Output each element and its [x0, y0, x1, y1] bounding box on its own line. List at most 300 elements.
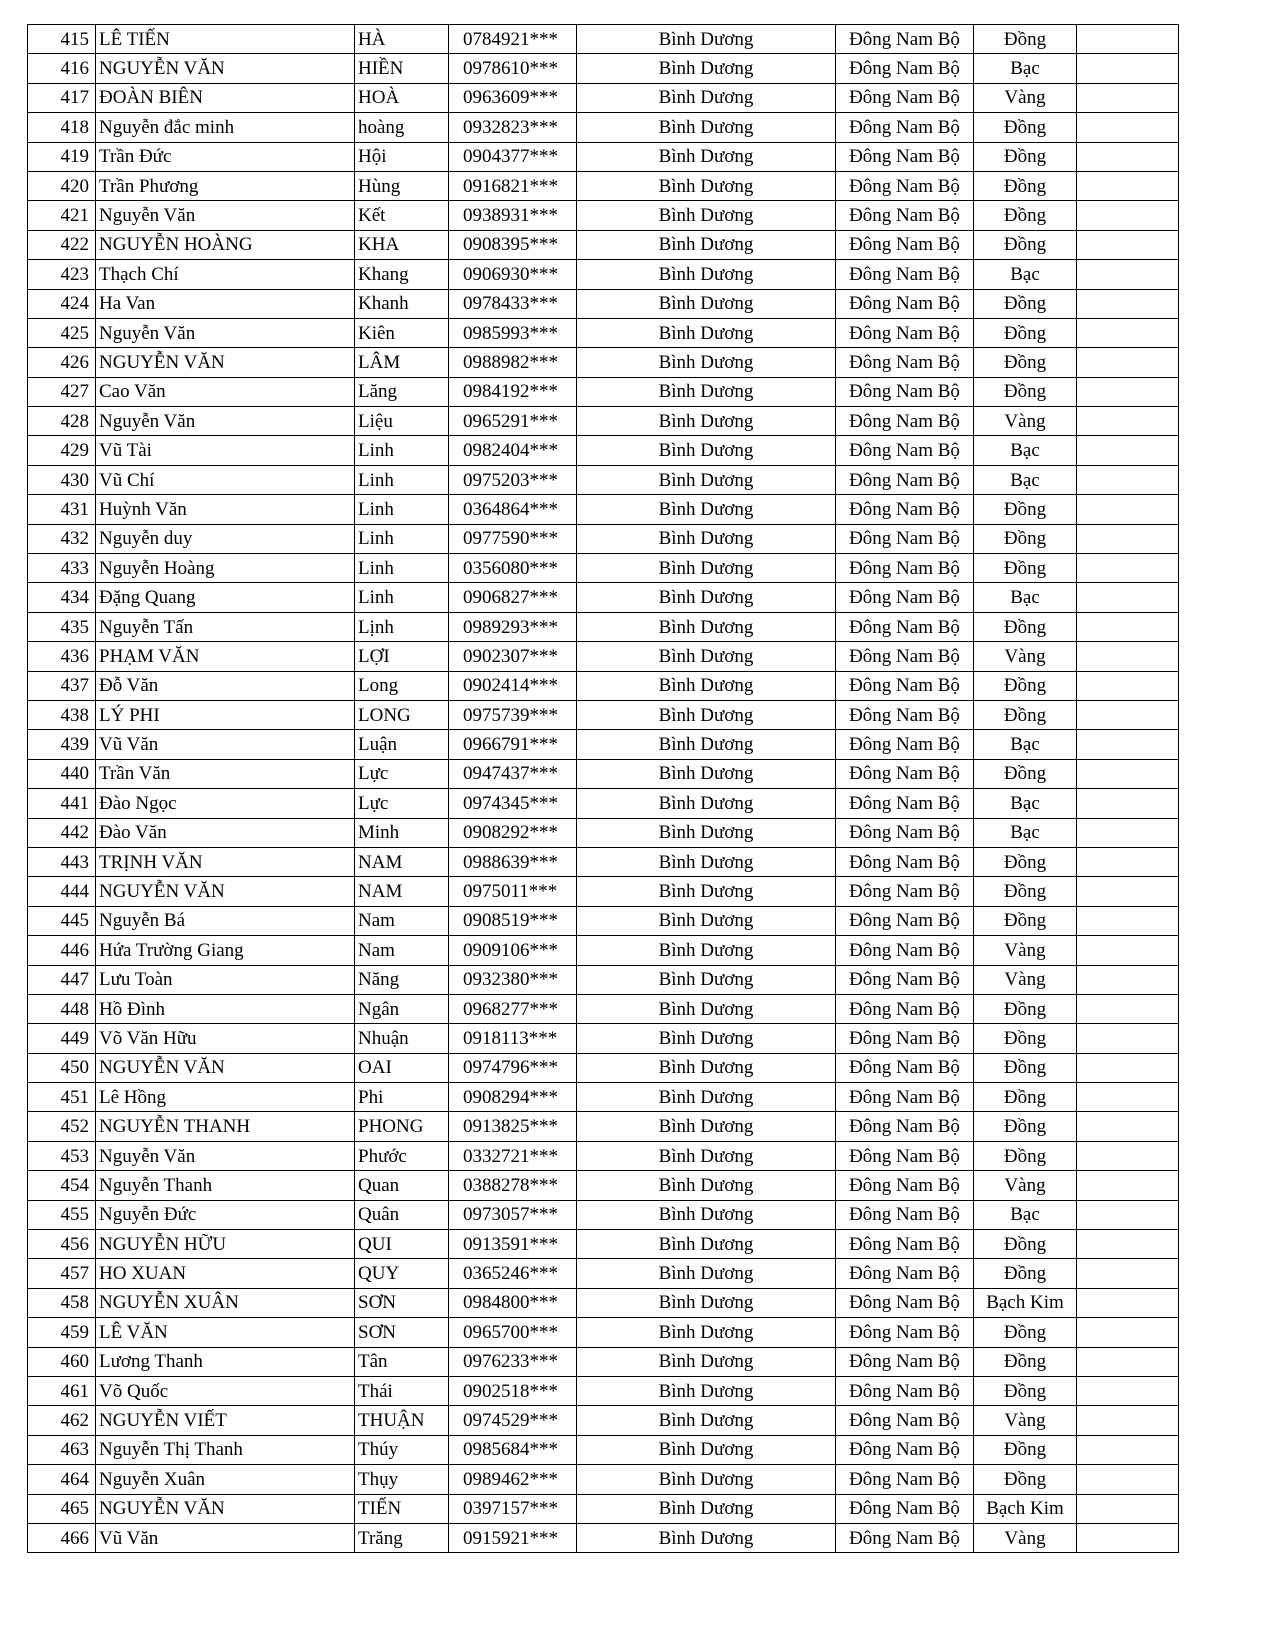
- empty-cell: [1077, 318, 1179, 347]
- empty-cell: [1077, 612, 1179, 641]
- surname-cell: NGUYỄN XUÂN: [96, 1288, 355, 1317]
- table-row: [28, 1259, 1179, 1288]
- tier-cell: Bạc: [974, 54, 1077, 83]
- region-cell: Đông Nam Bộ: [836, 554, 974, 583]
- given-name-cell: Linh: [355, 436, 449, 465]
- province-cell: Bình Dương: [577, 230, 836, 259]
- empty-cell: [1077, 877, 1179, 906]
- given-name-cell: LỢI: [355, 642, 449, 671]
- surname-cell: LÝ PHI: [96, 700, 355, 729]
- given-name-cell: Thái: [355, 1376, 449, 1405]
- given-name-cell: Kết: [355, 201, 449, 230]
- tier-cell: Bạc: [974, 465, 1077, 494]
- province-cell: Bình Dương: [577, 377, 836, 406]
- row-number-cell: 455: [28, 1200, 96, 1229]
- table-row: [28, 789, 1179, 818]
- table-row: [28, 318, 1179, 347]
- row-number-cell: 453: [28, 1141, 96, 1170]
- phone-cell: 0332721***: [449, 1141, 577, 1170]
- region-cell: Đông Nam Bộ: [836, 201, 974, 230]
- region-cell: Đông Nam Bộ: [836, 1141, 974, 1170]
- empty-cell: [1077, 436, 1179, 465]
- province-cell: Bình Dương: [577, 465, 836, 494]
- tier-cell: Đồng: [974, 201, 1077, 230]
- empty-cell: [1077, 230, 1179, 259]
- row-number-cell: 451: [28, 1083, 96, 1112]
- region-cell: Đông Nam Bộ: [836, 260, 974, 289]
- given-name-cell: Linh: [355, 495, 449, 524]
- table-row: [28, 230, 1179, 259]
- phone-cell: 0975203***: [449, 465, 577, 494]
- province-cell: Bình Dương: [577, 671, 836, 700]
- surname-cell: Nguyễn Bá: [96, 906, 355, 935]
- region-cell: Đông Nam Bộ: [836, 671, 974, 700]
- given-name-cell: HOÀ: [355, 83, 449, 112]
- empty-cell: [1077, 730, 1179, 759]
- given-name-cell: Ngân: [355, 994, 449, 1023]
- given-name-cell: LÂM: [355, 348, 449, 377]
- region-cell: Đông Nam Bộ: [836, 318, 974, 347]
- empty-cell: [1077, 1318, 1179, 1347]
- empty-cell: [1077, 700, 1179, 729]
- surname-cell: Nguyễn đắc minh: [96, 113, 355, 142]
- given-name-cell: TIẾN: [355, 1494, 449, 1523]
- table-row: [28, 54, 1179, 83]
- province-cell: Bình Dương: [577, 759, 836, 788]
- given-name-cell: Quan: [355, 1171, 449, 1200]
- phone-cell: 0978433***: [449, 289, 577, 318]
- given-name-cell: Quân: [355, 1200, 449, 1229]
- tier-cell: Vàng: [974, 1523, 1077, 1552]
- province-cell: Bình Dương: [577, 1200, 836, 1229]
- tier-cell: Vàng: [974, 83, 1077, 112]
- table-row: [28, 289, 1179, 318]
- empty-cell: [1077, 1171, 1179, 1200]
- region-cell: Đông Nam Bộ: [836, 847, 974, 876]
- region-cell: Đông Nam Bộ: [836, 1494, 974, 1523]
- phone-cell: 0968277***: [449, 994, 577, 1023]
- table-row: [28, 1171, 1179, 1200]
- tier-cell: Đồng: [974, 994, 1077, 1023]
- given-name-cell: Khanh: [355, 289, 449, 318]
- table-row: [28, 1523, 1179, 1552]
- phone-cell: 0984800***: [449, 1288, 577, 1317]
- given-name-cell: QUY: [355, 1259, 449, 1288]
- surname-cell: Ha Van: [96, 289, 355, 318]
- province-cell: Bình Dương: [577, 436, 836, 465]
- surname-cell: Đào Văn: [96, 818, 355, 847]
- empty-cell: [1077, 524, 1179, 553]
- tier-cell: Bạc: [974, 260, 1077, 289]
- tier-cell: Đồng: [974, 1024, 1077, 1053]
- surname-cell: NGUYỄN VĂN: [96, 348, 355, 377]
- phone-cell: 0974796***: [449, 1053, 577, 1082]
- given-name-cell: Liệu: [355, 407, 449, 436]
- phone-cell: 0974529***: [449, 1406, 577, 1435]
- region-cell: Đông Nam Bộ: [836, 495, 974, 524]
- province-cell: Bình Dương: [577, 965, 836, 994]
- row-number-cell: 416: [28, 54, 96, 83]
- region-cell: Đông Nam Bộ: [836, 348, 974, 377]
- region-cell: Đông Nam Bộ: [836, 113, 974, 142]
- table-row: [28, 877, 1179, 906]
- row-number-cell: 443: [28, 847, 96, 876]
- province-cell: Bình Dương: [577, 1406, 836, 1435]
- phone-cell: 0902414***: [449, 671, 577, 700]
- phone-cell: 0902307***: [449, 642, 577, 671]
- row-number-cell: 447: [28, 965, 96, 994]
- province-cell: Bình Dương: [577, 1465, 836, 1494]
- empty-cell: [1077, 171, 1179, 200]
- province-cell: Bình Dương: [577, 1318, 836, 1347]
- tier-cell: Đồng: [974, 1259, 1077, 1288]
- table-row: [28, 1083, 1179, 1112]
- province-cell: Bình Dương: [577, 1259, 836, 1288]
- given-name-cell: Nam: [355, 906, 449, 935]
- empty-cell: [1077, 289, 1179, 318]
- table-row: [28, 1288, 1179, 1317]
- province-cell: Bình Dương: [577, 260, 836, 289]
- table-row: [28, 1435, 1179, 1464]
- given-name-cell: Nhuận: [355, 1024, 449, 1053]
- phone-cell: 0975011***: [449, 877, 577, 906]
- row-number-cell: 423: [28, 260, 96, 289]
- region-cell: Đông Nam Bộ: [836, 25, 974, 54]
- table-row: [28, 818, 1179, 847]
- empty-cell: [1077, 759, 1179, 788]
- given-name-cell: NAM: [355, 847, 449, 876]
- province-cell: Bình Dương: [577, 407, 836, 436]
- surname-cell: Võ Văn Hữu: [96, 1024, 355, 1053]
- table-row: [28, 495, 1179, 524]
- phone-cell: 0913825***: [449, 1112, 577, 1141]
- province-cell: Bình Dương: [577, 994, 836, 1023]
- province-cell: Bình Dương: [577, 583, 836, 612]
- surname-cell: NGUYỄN HỮU: [96, 1230, 355, 1259]
- surname-cell: Nguyễn Văn: [96, 201, 355, 230]
- row-number-cell: 445: [28, 906, 96, 935]
- phone-cell: 0988982***: [449, 348, 577, 377]
- row-number-cell: 454: [28, 1171, 96, 1200]
- province-cell: Bình Dương: [577, 113, 836, 142]
- phone-cell: 0932823***: [449, 113, 577, 142]
- given-name-cell: Trăng: [355, 1523, 449, 1552]
- given-name-cell: Lực: [355, 789, 449, 818]
- phone-cell: 0915921***: [449, 1523, 577, 1552]
- phone-cell: 0977590***: [449, 524, 577, 553]
- row-number-cell: 452: [28, 1112, 96, 1141]
- phone-cell: 0984192***: [449, 377, 577, 406]
- province-cell: Bình Dương: [577, 142, 836, 171]
- tier-cell: Đồng: [974, 1230, 1077, 1259]
- province-cell: Bình Dương: [577, 847, 836, 876]
- province-cell: Bình Dương: [577, 289, 836, 318]
- given-name-cell: Hùng: [355, 171, 449, 200]
- member-table: [27, 24, 1179, 1553]
- table-row: [28, 201, 1179, 230]
- row-number-cell: 441: [28, 789, 96, 818]
- row-number-cell: 444: [28, 877, 96, 906]
- row-number-cell: 464: [28, 1465, 96, 1494]
- row-number-cell: 459: [28, 1318, 96, 1347]
- table-row: [28, 377, 1179, 406]
- phone-cell: 0918113***: [449, 1024, 577, 1053]
- surname-cell: Nguyễn Văn: [96, 318, 355, 347]
- province-cell: Bình Dương: [577, 1376, 836, 1405]
- given-name-cell: Linh: [355, 465, 449, 494]
- tier-cell: Đồng: [974, 1347, 1077, 1376]
- given-name-cell: Lực: [355, 759, 449, 788]
- empty-cell: [1077, 260, 1179, 289]
- region-cell: Đông Nam Bộ: [836, 289, 974, 318]
- row-number-cell: 436: [28, 642, 96, 671]
- row-number-cell: 437: [28, 671, 96, 700]
- tier-cell: Bạch Kim: [974, 1288, 1077, 1317]
- given-name-cell: Linh: [355, 554, 449, 583]
- table-row: [28, 1347, 1179, 1376]
- table-row: [28, 642, 1179, 671]
- row-number-cell: 418: [28, 113, 96, 142]
- given-name-cell: NAM: [355, 877, 449, 906]
- phone-cell: 0989462***: [449, 1465, 577, 1494]
- given-name-cell: SƠN: [355, 1288, 449, 1317]
- row-number-cell: 432: [28, 524, 96, 553]
- row-number-cell: 446: [28, 936, 96, 965]
- region-cell: Đông Nam Bộ: [836, 1465, 974, 1494]
- table-row: [28, 730, 1179, 759]
- phone-cell: 0988639***: [449, 847, 577, 876]
- tier-cell: Vàng: [974, 965, 1077, 994]
- phone-cell: 0932380***: [449, 965, 577, 994]
- surname-cell: NGUYỄN VĂN: [96, 1494, 355, 1523]
- tier-cell: Đồng: [974, 142, 1077, 171]
- table-row: [28, 260, 1179, 289]
- region-cell: Đông Nam Bộ: [836, 1376, 974, 1405]
- region-cell: Đông Nam Bộ: [836, 1024, 974, 1053]
- table-row: [28, 524, 1179, 553]
- tier-cell: Đồng: [974, 113, 1077, 142]
- province-cell: Bình Dương: [577, 318, 836, 347]
- region-cell: Đông Nam Bộ: [836, 1112, 974, 1141]
- surname-cell: NGUYỄN HOÀNG: [96, 230, 355, 259]
- region-cell: Đông Nam Bộ: [836, 994, 974, 1023]
- phone-cell: 0902518***: [449, 1376, 577, 1405]
- region-cell: Đông Nam Bộ: [836, 730, 974, 759]
- phone-cell: 0388278***: [449, 1171, 577, 1200]
- table-row: [28, 1141, 1179, 1170]
- phone-cell: 0976233***: [449, 1347, 577, 1376]
- empty-cell: [1077, 1288, 1179, 1317]
- given-name-cell: Kiên: [355, 318, 449, 347]
- tier-cell: Đồng: [974, 906, 1077, 935]
- region-cell: Đông Nam Bộ: [836, 1435, 974, 1464]
- empty-cell: [1077, 583, 1179, 612]
- phone-cell: 0356080***: [449, 554, 577, 583]
- table-row: [28, 1053, 1179, 1082]
- row-number-cell: 427: [28, 377, 96, 406]
- province-cell: Bình Dương: [577, 171, 836, 200]
- tier-cell: Vàng: [974, 936, 1077, 965]
- surname-cell: NGUYỄN VĂN: [96, 1053, 355, 1082]
- phone-cell: 0973057***: [449, 1200, 577, 1229]
- phone-cell: 0985684***: [449, 1435, 577, 1464]
- tier-cell: Đồng: [974, 230, 1077, 259]
- given-name-cell: Luận: [355, 730, 449, 759]
- tier-cell: Đồng: [974, 671, 1077, 700]
- given-name-cell: PHONG: [355, 1112, 449, 1141]
- surname-cell: Hồ Đình: [96, 994, 355, 1023]
- empty-cell: [1077, 965, 1179, 994]
- phone-cell: 0909106***: [449, 936, 577, 965]
- province-cell: Bình Dương: [577, 1053, 836, 1082]
- empty-cell: [1077, 201, 1179, 230]
- table-row: [28, 1465, 1179, 1494]
- row-number-cell: 450: [28, 1053, 96, 1082]
- table-row: [28, 1376, 1179, 1405]
- empty-cell: [1077, 1406, 1179, 1435]
- table-row: [28, 25, 1179, 54]
- empty-cell: [1077, 348, 1179, 377]
- empty-cell: [1077, 83, 1179, 112]
- tier-cell: Đồng: [974, 554, 1077, 583]
- empty-cell: [1077, 1347, 1179, 1376]
- row-number-cell: 457: [28, 1259, 96, 1288]
- surname-cell: Lương Thanh: [96, 1347, 355, 1376]
- tier-cell: Đồng: [974, 25, 1077, 54]
- empty-cell: [1077, 847, 1179, 876]
- empty-cell: [1077, 142, 1179, 171]
- table-body: [28, 25, 1179, 1553]
- region-cell: Đông Nam Bộ: [836, 1406, 974, 1435]
- row-number-cell: 425: [28, 318, 96, 347]
- given-name-cell: Hội: [355, 142, 449, 171]
- empty-cell: [1077, 407, 1179, 436]
- table-row: [28, 436, 1179, 465]
- surname-cell: TRỊNH VĂN: [96, 847, 355, 876]
- tier-cell: Bạc: [974, 818, 1077, 847]
- province-cell: Bình Dương: [577, 877, 836, 906]
- tier-cell: Bạc: [974, 730, 1077, 759]
- province-cell: Bình Dương: [577, 789, 836, 818]
- region-cell: Đông Nam Bộ: [836, 1230, 974, 1259]
- province-cell: Bình Dương: [577, 83, 836, 112]
- region-cell: Đông Nam Bộ: [836, 83, 974, 112]
- surname-cell: LÊ VĂN: [96, 1318, 355, 1347]
- phone-cell: 0784921***: [449, 25, 577, 54]
- row-number-cell: 448: [28, 994, 96, 1023]
- surname-cell: NGUYỄN VĂN: [96, 877, 355, 906]
- province-cell: Bình Dương: [577, 524, 836, 553]
- tier-cell: Đồng: [974, 171, 1077, 200]
- table-row: [28, 612, 1179, 641]
- province-cell: Bình Dương: [577, 1494, 836, 1523]
- empty-cell: [1077, 906, 1179, 935]
- tier-cell: Bạc: [974, 1200, 1077, 1229]
- table-row: [28, 994, 1179, 1023]
- tier-cell: Đồng: [974, 348, 1077, 377]
- surname-cell: Nguyễn Xuân: [96, 1465, 355, 1494]
- tier-cell: Đồng: [974, 1053, 1077, 1082]
- empty-cell: [1077, 1024, 1179, 1053]
- row-number-cell: 422: [28, 230, 96, 259]
- region-cell: Đông Nam Bộ: [836, 230, 974, 259]
- empty-cell: [1077, 25, 1179, 54]
- row-number-cell: 424: [28, 289, 96, 318]
- phone-cell: 0989293***: [449, 612, 577, 641]
- empty-cell: [1077, 495, 1179, 524]
- surname-cell: Nguyễn Văn: [96, 407, 355, 436]
- province-cell: Bình Dương: [577, 818, 836, 847]
- phone-cell: 0365246***: [449, 1259, 577, 1288]
- tier-cell: Đồng: [974, 1435, 1077, 1464]
- surname-cell: LÊ TIẾN: [96, 25, 355, 54]
- tier-cell: Đồng: [974, 1112, 1077, 1141]
- empty-cell: [1077, 1230, 1179, 1259]
- phone-cell: 0904377***: [449, 142, 577, 171]
- table-row: [28, 965, 1179, 994]
- given-name-cell: Tân: [355, 1347, 449, 1376]
- province-cell: Bình Dương: [577, 1435, 836, 1464]
- phone-cell: 0938931***: [449, 201, 577, 230]
- surname-cell: Đặng Quang: [96, 583, 355, 612]
- region-cell: Đông Nam Bộ: [836, 1318, 974, 1347]
- empty-cell: [1077, 1259, 1179, 1288]
- tier-cell: Vàng: [974, 642, 1077, 671]
- phone-cell: 0908294***: [449, 1083, 577, 1112]
- province-cell: Bình Dương: [577, 1171, 836, 1200]
- surname-cell: NGUYỄN VIẾT: [96, 1406, 355, 1435]
- surname-cell: Trần Văn: [96, 759, 355, 788]
- surname-cell: NGUYỄN THANH: [96, 1112, 355, 1141]
- table-row: [28, 700, 1179, 729]
- surname-cell: Nguyễn Đức: [96, 1200, 355, 1229]
- phone-cell: 0985993***: [449, 318, 577, 347]
- given-name-cell: KHA: [355, 230, 449, 259]
- phone-cell: 0906827***: [449, 583, 577, 612]
- given-name-cell: Minh: [355, 818, 449, 847]
- tier-cell: Bạc: [974, 583, 1077, 612]
- row-number-cell: 439: [28, 730, 96, 759]
- region-cell: Đông Nam Bộ: [836, 642, 974, 671]
- empty-cell: [1077, 1200, 1179, 1229]
- given-name-cell: SƠN: [355, 1318, 449, 1347]
- table-row: [28, 759, 1179, 788]
- region-cell: Đông Nam Bộ: [836, 1523, 974, 1552]
- row-number-cell: 433: [28, 554, 96, 583]
- region-cell: Đông Nam Bộ: [836, 1083, 974, 1112]
- row-number-cell: 462: [28, 1406, 96, 1435]
- row-number-cell: 461: [28, 1376, 96, 1405]
- given-name-cell: LONG: [355, 700, 449, 729]
- given-name-cell: Lăng: [355, 377, 449, 406]
- surname-cell: Nguyễn Thị Thanh: [96, 1435, 355, 1464]
- phone-cell: 0364864***: [449, 495, 577, 524]
- surname-cell: NGUYỄN VĂN: [96, 54, 355, 83]
- surname-cell: Nguyễn Tấn: [96, 612, 355, 641]
- row-number-cell: 426: [28, 348, 96, 377]
- region-cell: Đông Nam Bộ: [836, 142, 974, 171]
- tier-cell: Đồng: [974, 1465, 1077, 1494]
- given-name-cell: hoàng: [355, 113, 449, 142]
- row-number-cell: 420: [28, 171, 96, 200]
- table-row: [28, 583, 1179, 612]
- table-row: [28, 1230, 1179, 1259]
- empty-cell: [1077, 642, 1179, 671]
- region-cell: Đông Nam Bộ: [836, 818, 974, 847]
- given-name-cell: Thụy: [355, 1465, 449, 1494]
- phone-cell: 0908292***: [449, 818, 577, 847]
- region-cell: Đông Nam Bộ: [836, 436, 974, 465]
